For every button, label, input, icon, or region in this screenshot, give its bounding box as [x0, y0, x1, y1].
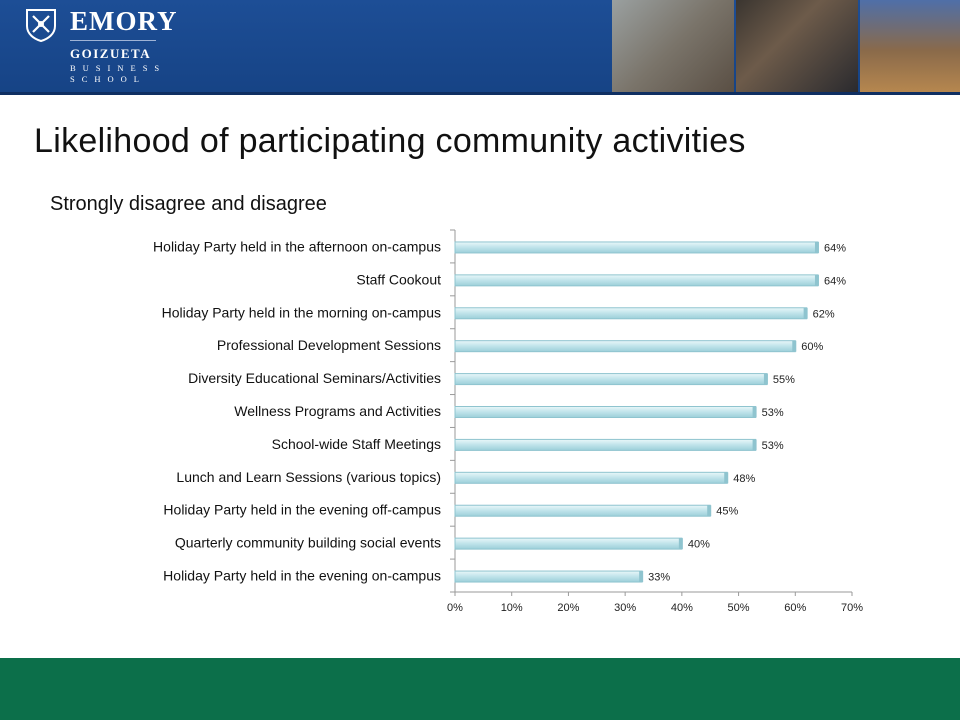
data-label: 48% [733, 472, 756, 485]
x-tick-label: 30% [614, 602, 637, 614]
data-label: 53% [761, 407, 784, 419]
bar-end-cap [679, 538, 683, 549]
bar [455, 538, 682, 549]
bar-end-cap [792, 341, 796, 352]
bar-end-cap [707, 505, 711, 516]
slide-title: Likelihood of participating community activities [34, 122, 746, 160]
data-label: 60% [801, 341, 824, 354]
bar [455, 242, 818, 253]
data-label: 55% [772, 374, 795, 387]
data-label: 33% [648, 571, 671, 584]
x-tick-label: 0% [447, 602, 463, 614]
data-label: 45% [716, 505, 739, 518]
bar-end-cap [815, 242, 819, 253]
data-label: 53% [761, 439, 784, 452]
bar-end-cap [724, 472, 728, 483]
x-tick-label: 10% [500, 602, 523, 614]
data-label: 40% [687, 538, 710, 551]
category-label: Staff Cookout [356, 271, 441, 288]
category-label: Holiday Party held in the evening on-campus [163, 567, 441, 584]
bar [455, 407, 756, 418]
category-label: Professional Development Sessions [216, 337, 441, 354]
emory-logo-text: EMORY [70, 6, 178, 36]
bar [455, 472, 727, 483]
category-label: Lunch and Learn Sessions (various topics) [176, 468, 441, 485]
school-name-line2: BUSINESS [70, 63, 167, 73]
x-tick-label: 20% [557, 602, 580, 614]
bar-end-cap [639, 571, 643, 582]
category-label: Holiday Party held in the afternoon on-campus [153, 238, 441, 255]
footer-band [0, 658, 960, 720]
data-label: 64% [823, 242, 847, 255]
x-tick-label: 50% [727, 602, 750, 614]
bar-end-cap [753, 407, 757, 418]
category-label: Holiday Party held in the evening off-campus [163, 501, 441, 518]
category-label: School-wide Staff Meetings [271, 435, 441, 452]
bar [455, 275, 818, 286]
category-label: Quarterly community building social events [174, 534, 441, 551]
bar [455, 439, 756, 450]
bar [455, 505, 710, 516]
bar [455, 571, 642, 582]
category-label: Holiday Party held in the morning on-campus [161, 304, 441, 321]
bar [455, 341, 795, 352]
bar [455, 374, 767, 385]
school-name-line1: GOIZUETA [70, 46, 152, 61]
data-label: 62% [812, 308, 835, 321]
x-tick-label: 60% [784, 602, 807, 614]
bar-end-cap [804, 308, 808, 319]
chart-subtitle: Strongly disagree and disagree [50, 193, 327, 215]
bar-end-cap [764, 374, 768, 385]
x-tick-label: 40% [670, 602, 693, 614]
data-label: 64% [823, 275, 847, 288]
bar [455, 308, 807, 319]
bar-end-cap [753, 439, 757, 450]
school-name-line3: SCHOOL [70, 74, 147, 84]
x-tick-label: 70% [840, 602, 864, 614]
bar-end-cap [815, 275, 819, 286]
category-label: Wellness Programs and Activities [234, 403, 441, 419]
category-label: Diversity Educational Seminars/Activities [188, 370, 441, 387]
